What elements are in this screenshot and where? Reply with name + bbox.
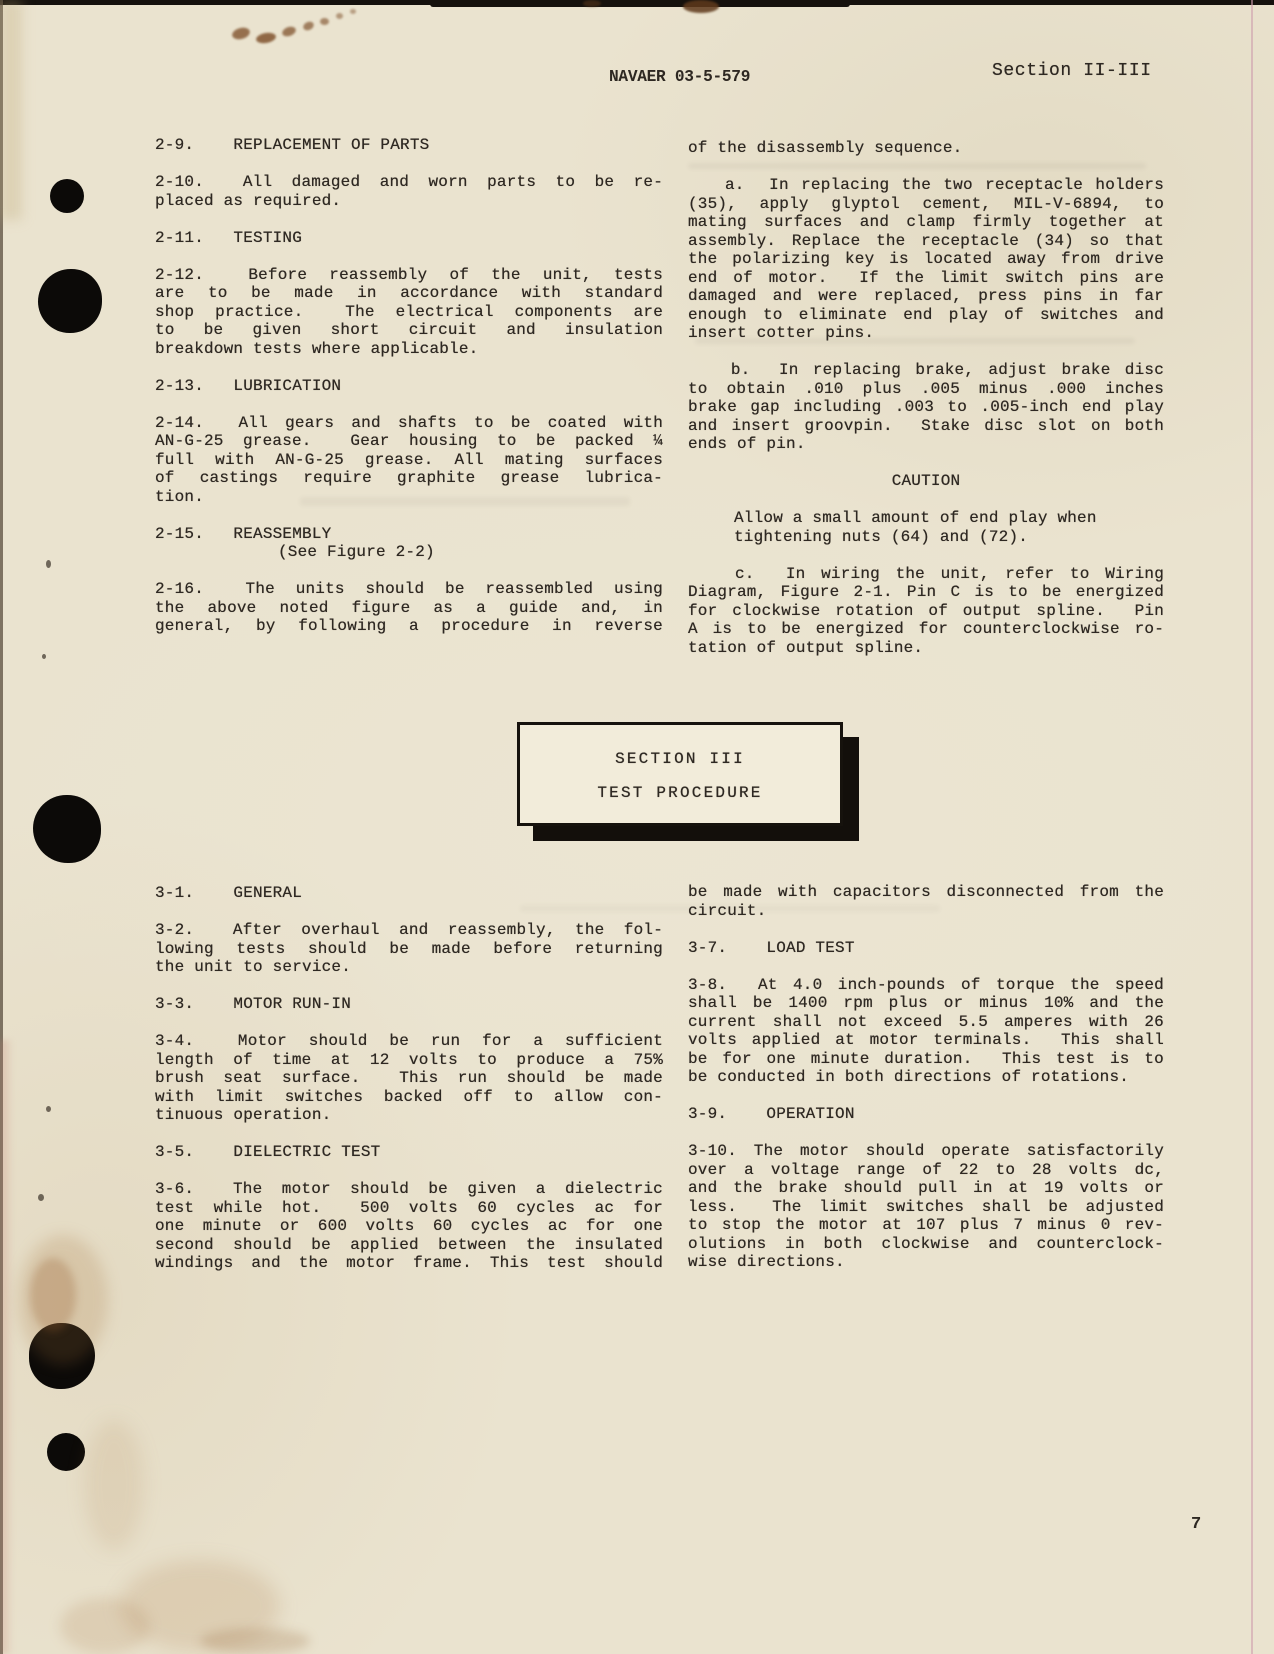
- text-line: brake gap including .003 to .005-inch end play: [688, 398, 1164, 416]
- text-line: brush seat surface. This run should be made: [155, 1069, 663, 1087]
- text-line: with limit switches backed off to allow con-: [155, 1087, 663, 1106]
- paragraph-3-8: [688, 976, 1164, 1087]
- paragraph-3-6-continuation: [688, 883, 1164, 920]
- heading-3-1: [155, 884, 663, 903]
- text-line: 3-1. GENERAL: [155, 884, 303, 902]
- text-line: the polarizing key is located away from drive: [688, 250, 1164, 268]
- ink-speck: [42, 654, 46, 659]
- page-number: 7: [1191, 1515, 1202, 1534]
- text-line: 2-14. All gears and shafts to be coated with: [155, 413, 663, 432]
- column-top-right: [688, 139, 1164, 676]
- text-line: end of motor. If the limit switch pins are: [688, 268, 1164, 287]
- section-title: SECTION III: [615, 750, 745, 768]
- text-line: are to be made in accordance with standard: [155, 284, 663, 302]
- figure-reference: [155, 543, 663, 562]
- text-line: A is to be energized for counterclockwise ro-: [688, 620, 1164, 638]
- heading-2-9: [155, 136, 663, 155]
- water-stain: [200, 1628, 310, 1654]
- text-line: of castings require graphite grease lubrica-: [155, 469, 663, 487]
- left-edge-discoloration: [0, 1040, 13, 1654]
- punch-hole-mark: [38, 269, 102, 333]
- paragraph-3-10: [688, 1142, 1164, 1272]
- text-line: the above noted figure as a guide and, in: [155, 598, 663, 617]
- text-line: Allow a small amount of end play when: [734, 509, 1097, 527]
- text-line: one minute or 600 volts 60 cycles ac for one: [155, 1217, 663, 1235]
- text-line: 3-9. OPERATION: [688, 1105, 855, 1123]
- text-line: general, by following a procedure in reverse: [155, 617, 663, 635]
- text-line: wise directions.: [688, 1253, 845, 1271]
- text-line: for clockwise rotation of output spline. Pin: [688, 601, 1164, 620]
- text-line: 2-16. The units should be reassembled using: [155, 580, 663, 598]
- text-line: and the brake should pull in at 19 volts or: [688, 1179, 1164, 1197]
- heading-2-15: [155, 525, 663, 544]
- section-label: Section II-III: [992, 61, 1152, 81]
- text-line: second should be applied between the insulated: [155, 1235, 663, 1254]
- text-line: 2-11. TESTING: [155, 228, 303, 247]
- rust-stain: [683, 0, 719, 13]
- text-line: tinuous operation.: [155, 1106, 332, 1124]
- text-line: 2-15. REASSEMBLY: [155, 524, 332, 543]
- paragraph-b: [688, 361, 1164, 454]
- text-line: olutions in both clockwise and counterclock-: [688, 1234, 1164, 1253]
- text-line: mating surfaces and clamp firmly together at: [688, 213, 1164, 231]
- rust-stain: [350, 9, 356, 14]
- text-line: tation of output spline.: [688, 638, 924, 657]
- text-line: to be given short circuit and insulation: [155, 321, 663, 339]
- text-line: b. In replacing brake, adjust brake disc: [688, 361, 1164, 379]
- column-bottom-right: [688, 883, 1164, 1290]
- text-line: 3-6. The motor should be given a dielectric: [155, 1180, 663, 1198]
- text-line: a. In replacing the two receptacle holders: [688, 176, 1165, 194]
- water-stain: [84, 1420, 144, 1550]
- text-line: (See Figure 2-2): [278, 543, 435, 561]
- text-line: 3-4. Motor should be run for a sufficient: [155, 1032, 663, 1050]
- text-line: length of time at 12 volts to produce a 75%: [155, 1050, 663, 1069]
- text-line: be made with capacitors disconnected from the: [688, 883, 1164, 901]
- text-line: 2-12. Before reassembly of the unit, tests: [155, 265, 663, 284]
- text-line: full with AN-G-25 grease. All mating surfaces: [155, 450, 663, 469]
- caution-body: [688, 509, 1164, 546]
- text-line: lowing tests should be made before returning: [155, 939, 663, 958]
- text-line: 2-13. LUBRICATION: [155, 376, 342, 395]
- rust-stain: [302, 20, 315, 32]
- heading-3-9: [688, 1105, 1164, 1124]
- text-line: 3-3. MOTOR RUN-IN: [155, 995, 352, 1013]
- text-line: enough to eliminate end play of switches and: [688, 305, 1164, 324]
- text-line: current shall not exceed 5.5 amperes with 26: [688, 1012, 1164, 1031]
- water-stain: [120, 1560, 280, 1652]
- text-line: the unit to service.: [155, 958, 352, 976]
- ink-speck: [46, 1106, 51, 1112]
- text-line: CAUTION: [891, 472, 961, 490]
- text-line: less. The limit switches shall be adjusted: [688, 1197, 1164, 1216]
- text-line: tion.: [155, 487, 205, 506]
- caution-heading: [688, 472, 1164, 491]
- paragraph-c: [688, 565, 1164, 658]
- ink-speck: [46, 560, 51, 568]
- text-line: 3-10. The motor should operate satisfactorily: [688, 1142, 1164, 1160]
- text-line: be for one minute duration. This test is to: [688, 1049, 1164, 1068]
- text-line: to obtain .010 plus .005 minus .000 inches: [688, 379, 1164, 398]
- rust-stain: [320, 18, 329, 25]
- paragraph-a: [688, 176, 1164, 343]
- ink-speck: [38, 1194, 44, 1201]
- rust-stain: [231, 26, 251, 41]
- text-line: tightening nuts (64) and (72).: [734, 527, 1029, 546]
- heading-2-11: [155, 229, 663, 248]
- text-line: AN-G-25 grease. Gear housing to be packed ¼: [155, 432, 663, 450]
- paragraph-2-10: [155, 173, 663, 210]
- text-line: (35), apply glyptol cement, MIL-V-6894, to: [688, 194, 1164, 213]
- water-stain: [18, 1235, 108, 1365]
- text-line: ends of pin.: [688, 435, 806, 453]
- water-stain: [30, 1258, 76, 1332]
- scan-right-pink-line: [1251, 0, 1253, 1654]
- text-line: shall be 1400 rpm plus or minus 10% and the: [688, 994, 1164, 1012]
- rust-stain: [281, 25, 297, 38]
- punch-hole-mark: [50, 179, 84, 213]
- paragraph-2-14: [155, 414, 663, 507]
- document-number: NAVAER 03-5-579: [609, 68, 751, 87]
- text-line: Diagram, Figure 2-1. Pin C is to be energized: [688, 583, 1164, 601]
- text-line: over a voltage range of 22 to 28 volts dc,: [688, 1160, 1164, 1179]
- text-line: assembly. Replace the receptacle (34) so that: [688, 231, 1164, 250]
- text-line: 3-5. DIELECTRIC TEST: [155, 1143, 381, 1161]
- paragraph-3-4: [155, 1032, 663, 1125]
- text-line: 3-7. LOAD TEST: [688, 938, 855, 957]
- section-subtitle: TEST PROCEDURE: [597, 784, 763, 802]
- column-top-left: [155, 136, 663, 654]
- water-stain: [60, 1598, 150, 1654]
- text-line: 3-2. After overhaul and reassembly, the fol-: [155, 921, 663, 939]
- paragraph-continuation: [688, 139, 1164, 158]
- column-bottom-left: [155, 884, 663, 1291]
- scan-top-edge-thick: [430, 0, 850, 7]
- scan-top-edge: [0, 0, 1274, 5]
- text-line: placed as required.: [155, 191, 342, 210]
- rust-stain: [336, 13, 343, 19]
- heading-3-3: [155, 995, 663, 1014]
- text-line: 2-10. All damaged and worn parts to be re-: [155, 173, 663, 191]
- section-title-box: [517, 722, 843, 826]
- text-line: circuit.: [688, 901, 767, 920]
- heading-3-5: [155, 1143, 663, 1162]
- text-line: insert cotter pins.: [688, 324, 875, 342]
- text-line: 3-8. At 4.0 inch-pounds of torque the speed: [688, 975, 1164, 994]
- text-line: of the disassembly sequence.: [688, 139, 963, 157]
- text-line: be conducted in both directions of rotations.: [688, 1068, 1130, 1086]
- scan-left-edge: [0, 0, 3, 1654]
- text-line: 2-9. REPLACEMENT OF PARTS: [155, 136, 430, 154]
- paragraph-2-16: [155, 580, 663, 636]
- paragraph-3-2: [155, 921, 663, 977]
- paragraph-3-6: [155, 1180, 663, 1273]
- text-line: test while hot. 500 volts 60 cycles ac for: [155, 1198, 663, 1217]
- corner-tint: [0, 0, 22, 220]
- punch-hole-mark: [47, 1433, 85, 1471]
- text-line: shop practice. The electrical components are: [155, 302, 663, 321]
- rust-stain: [583, 0, 601, 7]
- text-line: damaged and were replaced, press pins in far: [688, 287, 1164, 305]
- text-line: windings and the motor frame. This test should: [155, 1254, 663, 1272]
- text-line: and insert groovpin. Stake disc slot on both: [688, 416, 1164, 435]
- text-line: breakdown tests where applicable.: [155, 339, 479, 358]
- heading-2-13: [155, 377, 663, 396]
- punch-hole-mark: [33, 795, 101, 863]
- text-line: c. In wiring the unit, refer to Wiring: [688, 564, 1164, 583]
- heading-3-7: [688, 939, 1164, 958]
- rust-stain: [255, 31, 276, 44]
- text-line: to stop the motor at 107 plus 7 minus 0 rev-: [688, 1216, 1164, 1234]
- text-line: volts applied at motor terminals. This shall: [688, 1031, 1164, 1049]
- punch-hole-mark: [29, 1323, 95, 1389]
- paragraph-2-12: [155, 266, 663, 359]
